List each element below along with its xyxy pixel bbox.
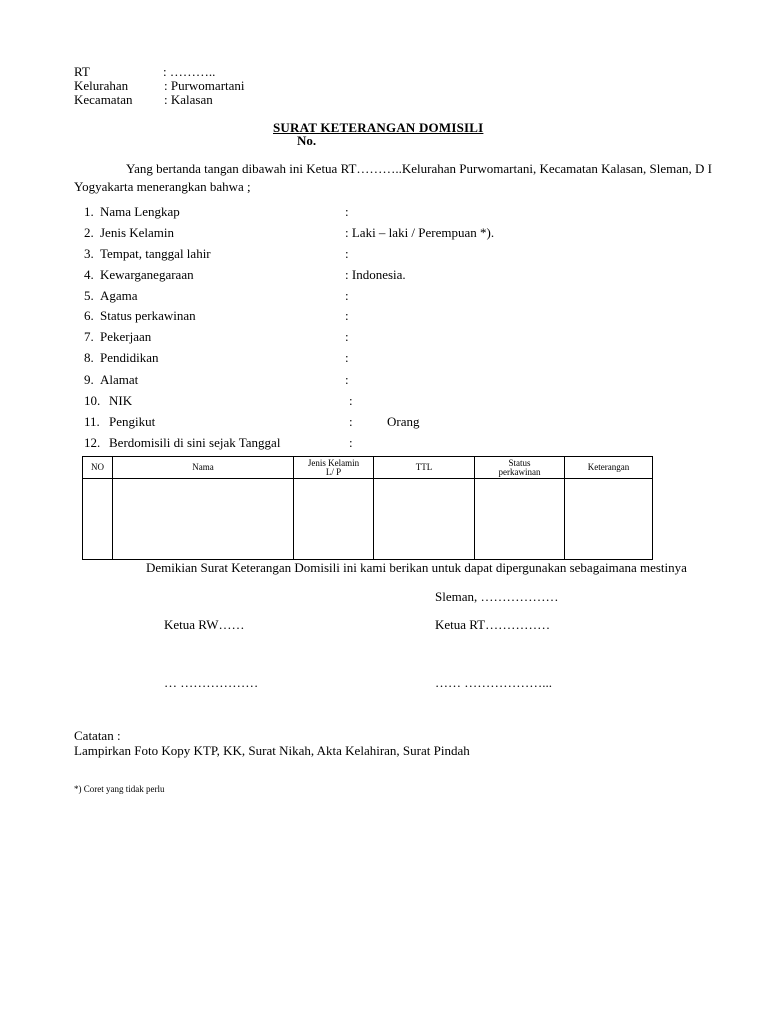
place-date: Sleman, ……………… — [435, 589, 559, 604]
field-label: Status perkawinan — [100, 308, 196, 323]
notes-text: Lampirkan Foto Kopy KTP, KK, Surat Nikah, Akta Kelahiran, Surat Pindah — [74, 743, 470, 758]
field-number: 8. — [84, 350, 94, 365]
field-number: 7. — [84, 329, 94, 344]
footnote: *) Coret yang tidak perlu — [74, 784, 165, 794]
header-value: : Kalasan — [164, 92, 213, 107]
field-label: Jenis Kelamin — [100, 225, 175, 240]
signature-rw-label: Ketua RW…… — [164, 617, 245, 632]
field-label: Kewarganegaraan — [100, 267, 194, 282]
header-label: Kelurahan — [74, 78, 129, 93]
table-cell — [374, 479, 475, 560]
closing-text: Demikian Surat Keterangan Domisili ini kami berikan untuk dapat dipergunakan sebagaimana mestinya — [146, 560, 687, 575]
table-header-no: NO — [83, 457, 113, 479]
field-label: Agama — [100, 288, 138, 303]
table-header-keterangan: Keterangan — [565, 457, 653, 479]
table-cell — [294, 479, 374, 560]
table-cell — [475, 479, 565, 560]
document-number-label: No. — [297, 133, 317, 148]
table-header-nama: Nama — [113, 457, 294, 479]
field-value: : — [349, 393, 353, 408]
field-label: NIK — [109, 393, 133, 408]
field-number: 9. — [84, 372, 94, 387]
field-label: Pengikut — [109, 414, 156, 429]
field-number: 10. — [84, 393, 101, 408]
field-value: : — [349, 435, 353, 450]
field-value: : — [345, 288, 349, 303]
field-number: 3. — [84, 246, 94, 261]
table-row — [83, 479, 653, 560]
field-value: : — [345, 204, 349, 219]
field-number: 6. — [84, 308, 94, 323]
closing-paragraph — [74, 559, 712, 576]
table-cell — [113, 479, 294, 560]
intro-text: Yang bertanda tangan dibawah ini Ketua RT………..Kelurahan Purwomartani, Kecamatan Kalasan, Sleman, D I Yogyakarta menerangkan bahwa ; — [74, 161, 712, 194]
field-number: 1. — [84, 204, 94, 219]
field-number: 11. — [84, 414, 100, 429]
table-cell — [565, 479, 653, 560]
field-label: Nama Lengkap — [100, 204, 180, 219]
field-value: : — [345, 308, 349, 323]
field-number: 12. — [84, 435, 101, 450]
field-value: : — [345, 246, 349, 261]
field-number: 4. — [84, 267, 94, 282]
field-label: Pendidikan — [100, 350, 159, 365]
field-value: : Indonesia. — [345, 267, 406, 282]
field-value: : — [345, 350, 349, 365]
field-extra: Orang — [387, 414, 420, 429]
field-value: : Laki – laki / Perempuan *). — [345, 225, 495, 240]
members-table — [82, 456, 653, 560]
field-number: 5. — [84, 288, 94, 303]
intro-paragraph — [74, 160, 712, 196]
header-label: RT — [74, 64, 90, 79]
table-cell — [83, 479, 113, 560]
field-value: : — [349, 414, 353, 429]
field-number: 2. — [84, 225, 94, 240]
table-header-status: Status perkawinan — [475, 457, 565, 479]
field-label: Tempat, tanggal lahir — [100, 246, 211, 261]
document-title: SURAT KETERANGAN DOMISILI — [273, 120, 484, 135]
notes-heading: Catatan : — [74, 728, 121, 743]
table-header-jenis-kelamin: Jenis Kelamin L/ P — [294, 457, 374, 479]
header-label: Kecamatan — [74, 92, 133, 107]
table-header-row — [83, 457, 653, 479]
signature-rw-name: … ……………… — [164, 675, 259, 690]
field-label: Alamat — [100, 372, 139, 387]
field-value: : — [345, 329, 349, 344]
signature-rt-label: Ketua RT…………… — [435, 617, 551, 632]
header-value: : ……….. — [163, 64, 216, 79]
table-header-ttl: TTL — [374, 457, 475, 479]
field-label: Pekerjaan — [100, 329, 152, 344]
field-label: Berdomisili di sini sejak Tanggal — [109, 435, 281, 450]
signature-rt-name: …… ………………... — [435, 675, 552, 690]
field-value: : — [345, 372, 349, 387]
header-value: : Purwomartani — [164, 78, 245, 93]
